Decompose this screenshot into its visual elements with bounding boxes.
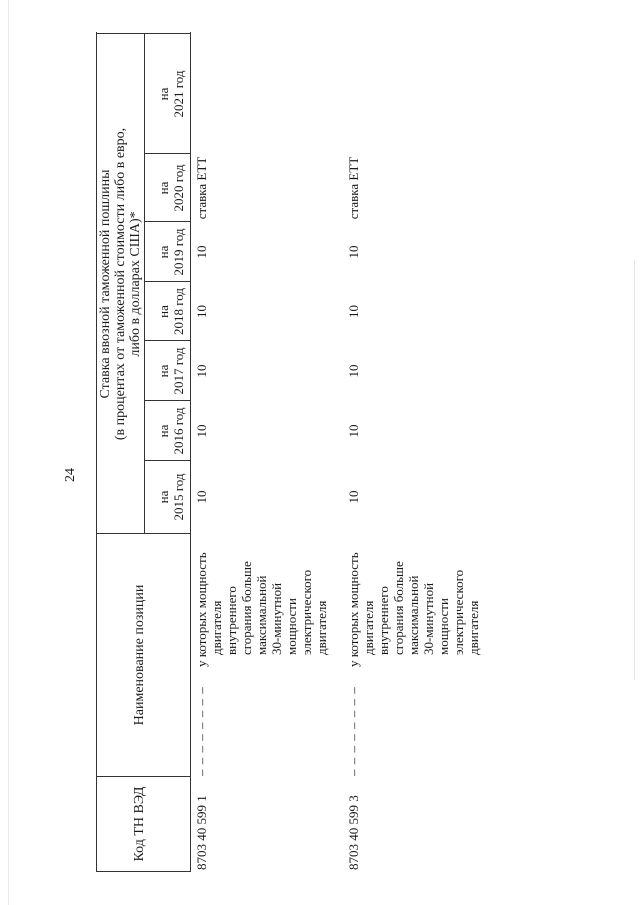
name-line: 30-минутной [269,582,284,655]
year-label: 2021 год [171,70,186,118]
header-rate-line2: (в процентах от таможенной стоимости либо в евро, [113,127,128,441]
row-1-rate-2015: 10 [194,490,209,504]
year-prefix: на [156,245,171,259]
name-line: мощности [436,598,451,655]
name-line: двигателя [209,600,224,655]
row-1-rate-2017: 10 [194,364,209,378]
row-2-name [346,535,481,667]
row-2-rate-2018: 10 [346,305,361,318]
name-line: двигателя [466,600,481,655]
year-header-2016 [156,402,186,460]
year-label: 2016 год [171,407,186,455]
year-label: 2019 год [171,228,186,276]
scan-edge-left [8,0,9,905]
code-name-divider [96,776,190,777]
year-divider-2 [144,400,190,401]
row-2-rate-2017: 10 [346,364,361,378]
year-header-2018 [156,283,186,340]
year-label: 2018 год [171,288,186,335]
row-1-rate-2019: 10 [194,245,209,259]
year-prefix: на [156,364,171,378]
name-line: электрического [451,569,466,655]
row-1-code: 8703 40 599 1 [194,795,209,870]
name-line: сгорания больше [239,561,254,655]
table-top-border [96,32,97,872]
header-rate-line1: Ставка ввозной таможенной пошлины [98,169,113,399]
name-rate-divider [96,533,190,534]
row-2-rate-2015: 10 [346,490,361,504]
row-1-dashes: – – – – – – – – [194,686,209,776]
year-divider-4 [144,281,190,282]
name-line: сгорания больше [391,561,406,655]
year-row-border [144,34,145,534]
row-1-rate-2016: 10 [194,424,209,438]
year-divider-6 [144,153,190,154]
year-header-2015 [156,462,186,532]
header-rate-line3: либо в долларах США)* [128,211,143,357]
tariff-table [96,32,640,872]
name-line: у которых мощность [346,552,361,667]
year-header-2019 [156,223,186,281]
name-line: максимальной [254,575,269,655]
name-line: внутреннего [376,586,391,655]
row-2-rate-2020: ставка ЕТТ [346,156,361,220]
name-line: электрического [299,569,314,655]
row-1-rate-2018: 10 [194,305,209,318]
row-2-rate-2019: 10 [346,245,361,259]
year-header-2020 [156,155,186,221]
name-line: у которых мощность [194,552,209,667]
name-line: двигателя [361,600,376,655]
year-prefix: на [156,424,171,438]
row-2-code: 8703 40 599 3 [346,795,361,870]
year-prefix: на [156,305,171,318]
header-code: Код ТН ВЭД [132,786,147,862]
name-line: 30-минутной [421,582,436,655]
year-prefix: на [156,181,171,195]
year-divider-3 [144,340,190,341]
year-header-2017 [156,342,186,400]
row-1-rate-2020: ставка ЕТТ [194,156,209,220]
year-label: 2020 год [171,164,186,212]
header-name: Наименование позиции [132,584,147,726]
rotated-table [96,32,481,872]
header-bottom-border [190,32,191,872]
page-number: 24 [63,468,78,482]
table-right-border [96,33,190,34]
row-2-dashes: – – – – – – – – [346,686,361,776]
name-line: внутреннего [224,586,239,655]
year-divider-5 [144,221,190,222]
name-line: максимальной [406,575,421,655]
year-divider-1 [144,460,190,461]
name-line: мощности [284,598,299,655]
year-label: 2017 год [171,347,186,395]
row-2-rate-2016: 10 [346,424,361,438]
year-label: 2015 год [171,473,186,521]
row-1-name [194,535,329,667]
table-left-border [96,871,190,872]
year-header-2021 [156,35,186,153]
year-prefix: на [156,87,171,101]
name-line: двигателя [314,600,329,655]
year-prefix: на [156,490,171,504]
